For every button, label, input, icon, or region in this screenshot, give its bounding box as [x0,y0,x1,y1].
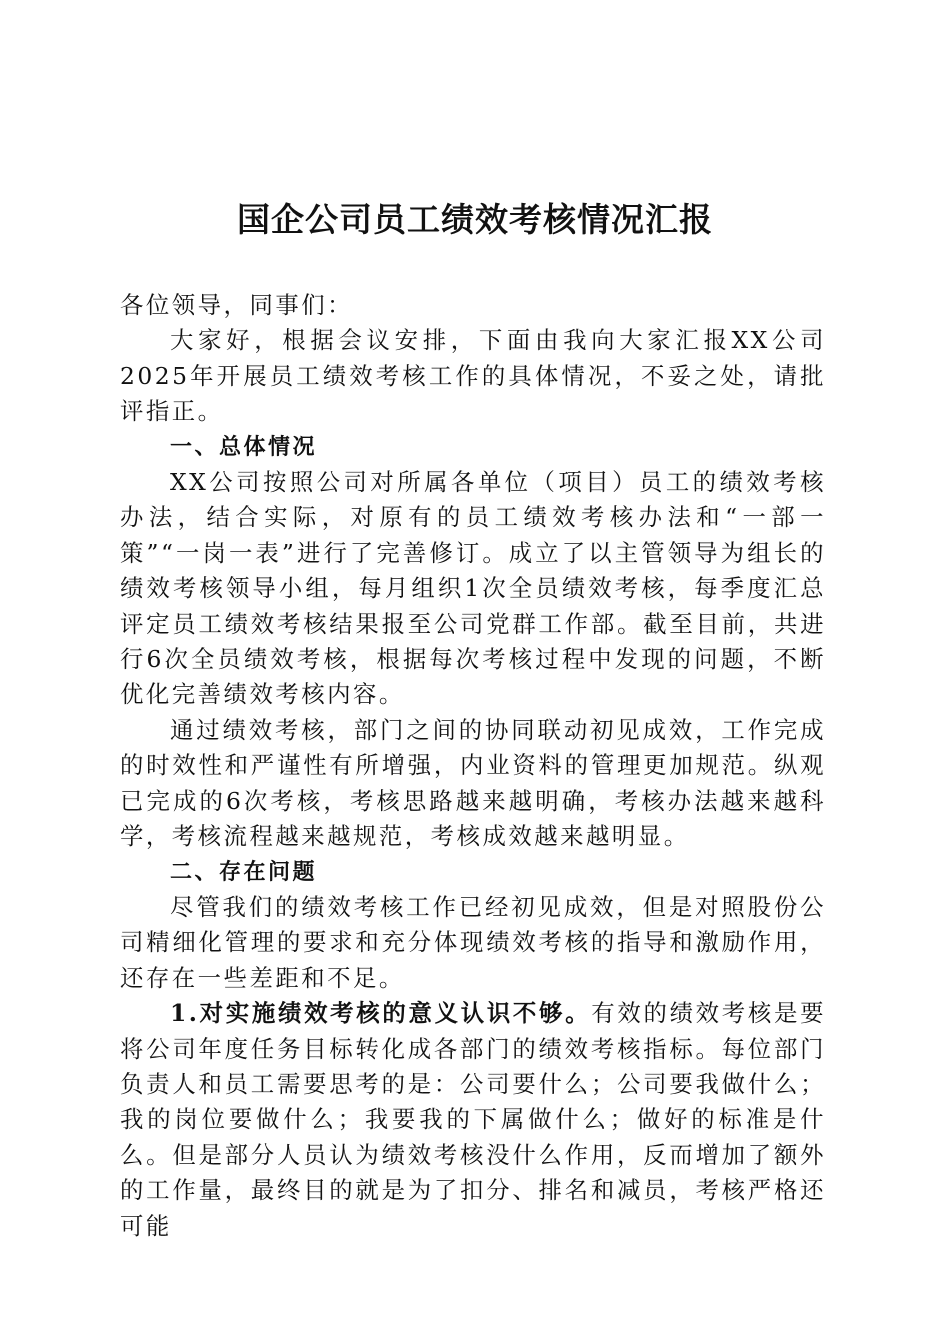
problem-point-1-text: 有效的绩效考核是要将公司年度任务目标转化成各部门的绩效考核指标。每位部门负责人和员工需要思考的是：公司要什么；公司要我做什么；我的岗位要做什么；我要我的下属做什么；做好的标准是什么。但是部分人员认为绩效考核没什么作用，反而增加了额外的工作量，最终目的就是为了扣分、排名和减员，考核严格还可能 [120,999,826,1240]
document-title: 国企公司员工绩效考核情况汇报 [237,200,713,239]
overview-paragraph-1: XX公司按照公司对所属各单位（项目）员工的绩效考核办法，结合实际，对原有的员工绩效考核办法和“一部一策”“一岗一表”进行了完善修订。成立了以主管领导为组长的绩效考核领导小组，每月组织1次全员绩效考核，每季度汇总评定员工绩效考核结果报至公司党群工作部。截至目前，共进行6次全员绩效考核，根据每次考核过程中发现的问题，不断优化完善绩效考核内容。 [120,468,826,709]
section-heading-overview: 一、总体情况 [170,434,318,460]
problem-point-1 [120,996,826,1244]
overview-paragraph-2: 通过绩效考核，部门之间的协同联动初见成效，工作完成的时效性和严谨性有所增强，内业资料的管理更加规范。纵观已完成的6次考核，考核思路越来越明确，考核办法越来越科学，考核流程越来越规范，考核成效越来越明显。 [120,715,826,851]
problem-point-1-lead: 1.对实施绩效考核的意义认识不够。 [170,999,592,1028]
section-heading-problems: 二、存在问题 [170,859,318,885]
salutation: 各位领导，同事们： [120,291,354,319]
document-body [120,288,826,1244]
intro-paragraph: 大家好，根据会议安排，下面由我向大家汇报XX公司2025年开展员工绩效考核工作的具体情况，不妥之处，请批评指正。 [120,326,826,426]
problems-intro-paragraph: 尽管我们的绩效考核工作已经初见成效，但是对照股份公司精细化管理的要求和充分体现绩效考核的指导和激励作用，还存在一些差距和不足。 [120,892,826,992]
